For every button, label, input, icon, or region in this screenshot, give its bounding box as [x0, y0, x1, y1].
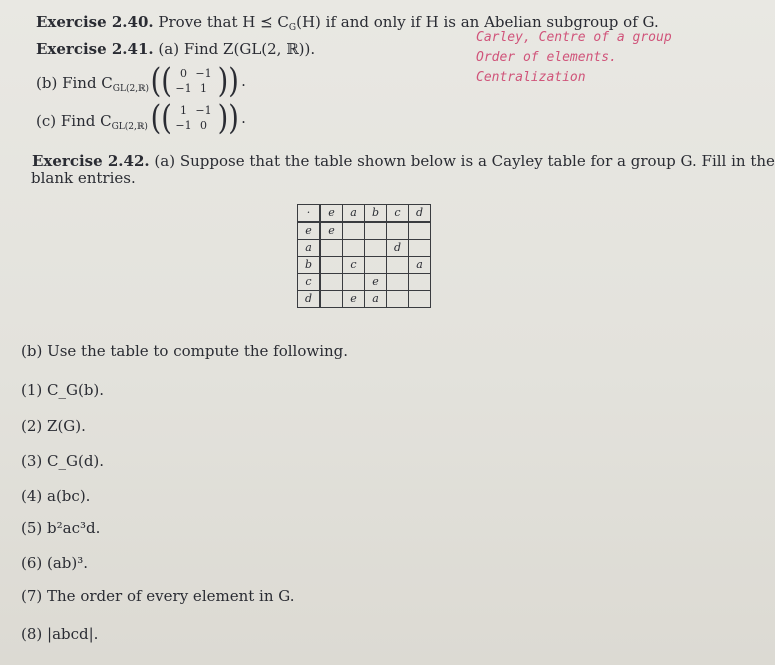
matrix-c: (( 1 −1 −1 0 )) . — [150, 98, 246, 138]
table-row — [298, 240, 431, 257]
list-item: (1) C_G(b). — [21, 381, 105, 399]
part-a-text: (a) Find Z(GL(2, ℝ)). — [158, 40, 316, 58]
cayley-table — [297, 204, 431, 308]
table-cell: e — [343, 291, 365, 308]
list-item: (8) |abcd|. — [21, 625, 99, 643]
exercise-2-42 — [32, 152, 775, 170]
table-cell: d — [298, 291, 321, 308]
table-cell — [343, 274, 365, 291]
table-cell — [320, 291, 343, 308]
table-cell — [409, 240, 431, 257]
table-row — [298, 274, 431, 291]
table-cell: e — [365, 274, 387, 291]
exercise-label: Exercise 2.40. — [36, 13, 154, 31]
table-cell — [409, 274, 431, 291]
table-cell — [387, 257, 409, 274]
table-cell — [320, 240, 343, 257]
table-cell — [320, 257, 343, 274]
part-b-text: (b) Find $C_{GL(2,ℝ)}$ — [36, 74, 150, 94]
part-a-line2: blank entries. — [31, 169, 136, 187]
table-cell: c — [387, 205, 409, 223]
handwritten-note-2: Order of elements. — [476, 50, 617, 65]
part-c-text: (c) Find $C_{GL(2,ℝ)}$ — [36, 112, 148, 132]
table-row — [298, 257, 431, 274]
list-item: (5) b²ac³d. — [21, 519, 101, 537]
exercise-text-rest: (H) if and only if H is an Abelian subgroup of G. — [296, 13, 659, 31]
table-cell: c — [298, 274, 321, 291]
table-cell: a — [343, 205, 365, 223]
table-cell: b — [298, 257, 321, 274]
table-cell: b — [365, 205, 387, 223]
exercise-text: Prove that H ⪯ C — [158, 13, 289, 31]
table-cell: c — [343, 257, 365, 274]
list-item: (7) The order of every element in G. — [21, 587, 295, 605]
part-b-instruction: (b) Use the table to compute the following. — [21, 342, 349, 360]
table-cell: d — [387, 240, 409, 257]
table-cell — [365, 222, 387, 240]
table-cell — [365, 257, 387, 274]
table-cell — [343, 222, 365, 240]
table-row — [298, 291, 431, 308]
table-cell — [343, 240, 365, 257]
table-row — [298, 222, 431, 240]
exercise-label: Exercise 2.42. — [32, 152, 150, 170]
table-cell — [409, 291, 431, 308]
exercise-2-41 — [36, 40, 315, 58]
table-row — [298, 205, 431, 223]
table-cell: d — [409, 205, 431, 223]
handwritten-note-3: Centralization — [476, 70, 586, 85]
matrix-b: (( 0 −1 −1 1 )) . — [150, 61, 246, 101]
handwritten-note-1: Carley, Centre of a group — [476, 30, 672, 45]
table-cell: e — [320, 222, 343, 240]
table-cell — [320, 274, 343, 291]
part-a-line1: (a) Suppose that the table shown below is a Cayley table for a group G. Fill in the — [154, 152, 775, 170]
table-cell: a — [298, 240, 321, 257]
table-cell: e — [298, 222, 321, 240]
table-cell — [387, 222, 409, 240]
list-item: (3) C_G(d). — [21, 452, 105, 470]
table-cell — [409, 222, 431, 240]
exercise-label: Exercise 2.41. — [36, 40, 154, 58]
table-cell — [387, 274, 409, 291]
exercise-text-sub: G — [288, 23, 297, 33]
list-item: (2) Z(G). — [21, 417, 86, 435]
table-cell — [365, 240, 387, 257]
table-cell: · — [298, 205, 321, 223]
table-cell — [387, 291, 409, 308]
table-cell: a — [409, 257, 431, 274]
table-cell: e — [320, 205, 343, 223]
table-cell: a — [365, 291, 387, 308]
list-item: (4) a(bc). — [21, 487, 91, 505]
list-item: (6) (ab)³. — [21, 554, 89, 572]
